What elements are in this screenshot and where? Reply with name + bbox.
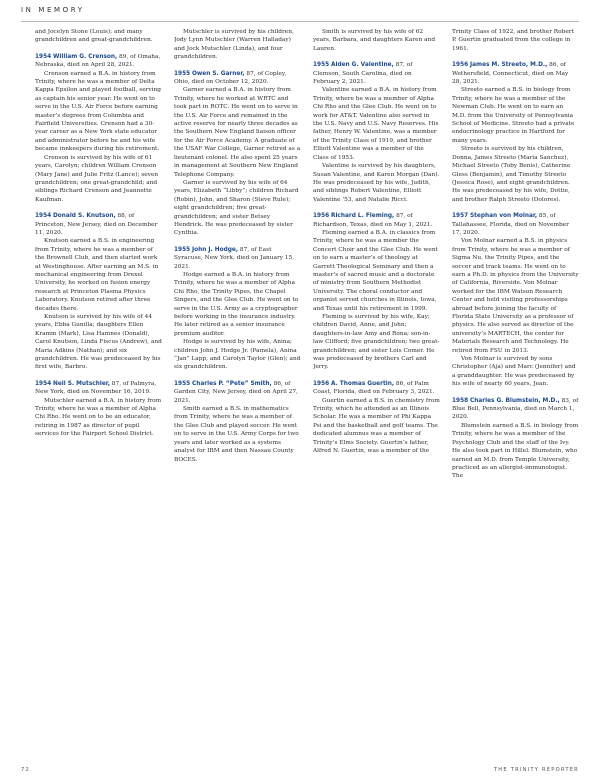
entry-details: 87, of East Syracuse, New York, died on January 15, 2021.	[174, 246, 295, 270]
body-paragraph: Garner earned a B.A. in history from Trinity, where he worked at WRTC and took part in ROTC. He went on to serve in the U.S. Air Force and remained in the active reserve for nearly three decades as the Southern New England liaison officer for the Air Force Academy. A graduate of the USAF War College, Garner retired as a lieutenant colonel. He also spent 25 years in management at Southern New England Telephone Company.	[174, 87, 301, 178]
body-paragraph: Smith earned a B.S. in mathematics from Trinity, where he was a member of the Glee Club and played soccer. He went on to serve in the U.S. Army Corps for two years and later worked as a systems analyst for IBM and then Nassau County BOCES.	[174, 406, 299, 463]
entry-details: 87, of Richardson, Texas, died on May 1, 2021.	[313, 213, 433, 228]
body-paragraph: Von Molnar earned a B.S. in physics from Trinity, where he was a member of Sigma Nu, the Trinity Pipes, and the soccer and track teams. He went on to earn a Ph.D. in physics from the University of California, Riverside. Von Molnar worked for the IBM Watson Research Center and held visiting professorships abroad before joining the faculty of Florida State University as a professor of physics. He also served as director of the university’s MARTECH, the center for Materials Research and Technology. He retired from FSU in 2013.	[452, 238, 579, 354]
obituary-entry-heading	[35, 212, 162, 237]
alumnus-name: Neil S. Mutschler,	[52, 380, 110, 387]
obituary-entry-heading	[174, 246, 301, 271]
entry-details: 87, of Clemson, South Carolina, died on February 2, 2021.	[313, 62, 413, 86]
body-paragraph: Guertin earned a B.S. in chemistry from Trinity, which he attended as an Illinois Scholar. He was a member of Phi Kappa Psi and the basketball and golf teams. The dedicated alumnus was a member of Trinity’s Elms Society. Guertin’s father, Alfred N. Guertin, was a member of the	[313, 397, 440, 455]
class-year: 1954	[35, 53, 52, 60]
entry-details: 89, of Omaha, Nebraska, died on April 28, 2021.	[35, 53, 161, 69]
alumnus-name: James M. Streeto, M.D.,	[469, 62, 548, 69]
entry-details: 83, of Blue Bell, Pennsylvania, died on March 1, 2020.	[452, 397, 579, 421]
entry-details: 85, of Tallahassee, Florida, died on November 17, 2020.	[452, 213, 569, 236]
alumnus-name: John J. Hodge,	[191, 246, 239, 253]
entry-details: 87, of Palmyra, New York, died on November 16, 2019.	[35, 380, 157, 396]
body-paragraph: Knutson earned a B.S. in engineering from Trinity, where he was a member of the Brownell Club, and then started work at Westinghouse. After earning an M.S. in mechanical engineering from Drexel University, he worked on fusion energy research at Princeton Plasma Physics Laboratory. Knutson retired after three decades there.	[35, 238, 159, 312]
alumnus-name: A. Thomas Guertin,	[330, 380, 395, 387]
obituary-entry-heading	[35, 380, 162, 397]
alumnus-name: William G. Crenson,	[52, 53, 118, 60]
header-divider	[21, 21, 579, 22]
class-year: 1955	[313, 62, 330, 69]
magazine-name: THE TRINITY REPORTER	[493, 767, 579, 773]
body-paragraph: Valentine is survived by his daughters, Susan Valentine, and Karen Morgan (Dan). He was predeceased by his wife, Judith, and siblings Robert Valentine, Elliott Valentine ’53, and Natalie Ricci.	[313, 163, 440, 203]
class-year: 1956	[452, 62, 469, 69]
obituary-entry-heading	[313, 61, 440, 86]
section-header: IN MEMORY	[21, 6, 85, 14]
entry-details: 88, of Princeton, New Jersey, died on December 11, 2020.	[35, 213, 158, 236]
alumnus-name: Donald S. Knutson,	[52, 213, 116, 220]
body-paragraph: Mutschler is survived by his children, Jody Lynn Mutschler (Warren Halladay) and Jock Mutschler (Linda), and four grandchildren.	[174, 29, 294, 61]
body-paragraph: Trinity Class of 1922, and brother Robert P. Guertin graduated from the college in 1961.	[452, 29, 574, 52]
obituary-entry-heading	[174, 70, 301, 87]
body-paragraph: Fleming is survived by his wife, Kay; children David, Anne, and John; daughters-in-law Amy and Rona; son-in-law Clifford; five grandchildren; two great-grandchildren; and sister Lois Comer. He was predeceased by brothers Carl and Jerry.	[313, 314, 440, 371]
column-4	[452, 28, 579, 748]
page-footer	[21, 763, 579, 773]
body-paragraph: Smith is survived by his wife of 62 years, Barbara, and daughters Karen and Lauren.	[313, 29, 436, 52]
obituary-entry-heading	[313, 212, 440, 229]
body-paragraph: Von Molnar is survived by sons Christopher (Aja) and Marc (Jennifer) and a granddaughter. He was predeceased by his wife of nearly 60 years, Jean.	[452, 356, 576, 388]
alumnus-name: Stephan von Molnar,	[469, 213, 538, 220]
class-year: 1956	[313, 380, 330, 387]
body-paragraph: Hodge is survived by his wife, Anina; children John J. Hodge Jr. (Pamela), Anina “Jan” Lapp, and Carolyn Taylor (Glen); and six grandchildren.	[174, 339, 301, 371]
entry-details: 86, of Wethersfield, Connecticut, died on May 28, 2021.	[452, 62, 569, 86]
column-3	[313, 28, 440, 748]
page-number: 72	[21, 767, 31, 773]
alumnus-name: Charles G. Blumstein, M.D.,	[469, 397, 560, 404]
alumnus-name: Owen S. Garner,	[191, 70, 245, 77]
class-year: 1957	[452, 213, 469, 220]
body-paragraph: Garner is survived by his wife of 64 years, Elizabeth “Libby”; children Richard (Robin), John, and Sharon (Steve Rule); eight grandchildren; five great-grandchildren; and sister Betsey Hendrick. He was predeceased by sister Cynthia.	[174, 179, 299, 237]
class-year: 1955	[174, 380, 191, 387]
body-paragraph: Blumstein earned a B.S. in biology from Trinity, where he was a member of the Psychology Club and the staff of the Ivy. He also took part in Hillel. Blumstein, who earned an M.D. from Temple University, practiced as an allergist-immunologist. The	[452, 422, 579, 480]
obituary-entry-heading	[452, 61, 579, 86]
body-paragraph: Crenson is survived by his wife of 61 years, Carolyn; children William Crenson (Mary Jane) and Julie Fritz (Lance); seven grandchildren; one great-grandchild; and siblings Richard Crenson and Jeannette Kaufman.	[35, 154, 159, 203]
body-paragraph: Knutson is survived by his wife of 44 years, Ebba Gunilla; daughters Ellen Kramm (Mark), Lisa Hamnes (Donald), Carol Knutson, Linda Fiscus (Andrew), and Maria Adkins (Nathan); and six grandchildren. He was predeceased by his first wife, Barbro.	[35, 314, 162, 371]
obituary-entry-heading	[174, 380, 301, 405]
body-paragraph: Mutschler earned a B.A. in history from Trinity, where he was a member of Alpha Chi Rho. He went on to be an educator, retiring in 1987 as director of pupil services for the Fairport School District.	[35, 397, 162, 438]
obituary-entry-heading	[452, 397, 579, 422]
class-year: 1955	[174, 246, 191, 253]
body-paragraph: Hodge earned a B.A. in history from Trinity, where he was a member of Alpha Chi Rho, the Trinity Pipes, the Chapel Singers, and the Glee Club. He went on to serve in the U.S. Army as a cryptographer before working in the insurance industry. He later retired as a senior insurance premium auditor.	[174, 271, 299, 337]
column-1	[35, 28, 162, 748]
entry-details: 87, of Copley, Ohio, died on October 12, 2020.	[174, 70, 287, 86]
class-year: 1955	[174, 70, 191, 77]
class-year: 1954	[35, 380, 52, 387]
class-year: 1956	[313, 213, 330, 220]
obituary-columns	[35, 28, 581, 748]
body-paragraph: Streeto earned a B.S. in biology from Trinity, where he was a member of the Newman Club. He went on to earn an M.D. from the University of Pennsylvania School of Medicine. Streeto had a private endocrinology practice in Hartford for many years.	[452, 87, 575, 144]
alumnus-name: Charles P. “Pete” Smith,	[191, 380, 272, 387]
class-year: 1958	[452, 397, 469, 404]
alumnus-name: Richard L. Fleming,	[330, 213, 395, 220]
obituary-entry-heading	[452, 212, 579, 237]
body-paragraph: Fleming earned a B.A. in classics from Trinity, where he was a member the Concert Choir and the Glee Club. He went on to earn a master’s of theology at Garrett Theological Seminary and then a master’s of sacred music and a doctorate of ministry from Southern Methodist University. The choral conductor and organist served churches in Illinois, Iowa, and Texas until his retirement in 1999.	[313, 229, 438, 312]
body-paragraph: Crenson earned a B.A. in history from Trinity, where he was a member of Delta Kappa Epsilon and played football, serving as captain his senior year. He went on to serve in the U.S. Air Force before earning master’s degrees from Columbia and Fairfield Universities. Crenson had a 30-year career as a New York state educator and administrator before he and his wife became innkeepers during his retirement.	[35, 70, 161, 153]
class-year: 1954	[35, 213, 52, 220]
alumnus-name: Alden G. Valentine,	[330, 62, 394, 69]
obituary-entry-heading	[35, 53, 162, 70]
column-2	[174, 28, 301, 748]
body-paragraph: and Jocelyn Stone (Louis); and many grandchildren and great-grandchildren.	[35, 29, 153, 44]
entry-details: 86, of Palm Coast, Florida, died on February 3, 2021.	[313, 380, 435, 396]
body-paragraph: Streeto is survived by his children, Donna, James Streeto (Maria Sanchez), Michael Streeto (Toby Benis), Catherine Gless (Benjamin), and Timothy Streeto (Jessica Rose), and eight grandchildren. He was predeceased by his wife, Dottie, and brother Ralph Streeto (Dolores).	[452, 146, 571, 203]
obituary-entry-heading	[313, 380, 440, 397]
entry-details: 86, of Garden City, New Jersey, died on April 27, 2021.	[174, 380, 298, 404]
body-paragraph: Valentine earned a B.A. in history from Trinity, where he was a member of Alpha Chi Rho and the Glee Club. He went on to work for AT&T. Valentine also served in the U.S. Navy and U.S. Navy Reserves. His father, Henry W. Valentine, was a member of the Trinity Class of 1919, and brother Elliott Valentine was a member of the Class of 1953.	[313, 87, 439, 161]
